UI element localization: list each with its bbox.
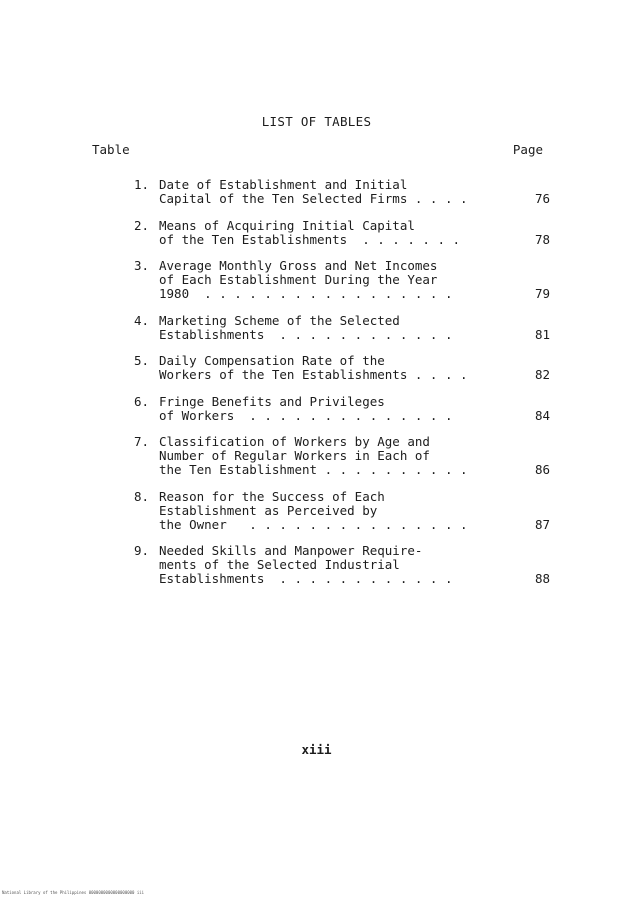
toc-entry bbox=[122, 314, 550, 342]
entry-number: 3. bbox=[134, 258, 150, 273]
entry-title-line: the Owner . . . . . . . . . . . . . . . bbox=[159, 516, 468, 532]
entry-title bbox=[159, 259, 489, 301]
entry-title-line: Establishments . . . . . . . . . . . . bbox=[159, 326, 453, 342]
toc-entry bbox=[122, 544, 550, 586]
toc-entry bbox=[122, 259, 550, 301]
entry-page-number: 88 bbox=[534, 571, 550, 586]
table-list bbox=[122, 178, 550, 599]
entry-title-line: of Each Establishment During the Year bbox=[159, 272, 438, 287]
entry-title-line: Daily Compensation Rate of the bbox=[159, 353, 385, 368]
entry-page-number: 76 bbox=[534, 191, 550, 206]
entry-title-line: Classification of Workers by Age and bbox=[159, 434, 430, 449]
entry-title-line: 1980 . . . . . . . . . . . . . . . . . bbox=[159, 286, 453, 301]
entry-title-line: Date of Establishment and Initial bbox=[159, 177, 408, 192]
entry-number: 9. bbox=[134, 543, 150, 558]
entry-title-line: Marketing Scheme of the Selected bbox=[159, 312, 400, 328]
entry-title bbox=[159, 395, 489, 423]
entry-title-line: of Workers . . . . . . . . . . . . . . bbox=[159, 407, 453, 423]
entry-number: 5. bbox=[134, 353, 150, 368]
entry-page-number: 87 bbox=[534, 516, 550, 532]
entry-number: 8. bbox=[134, 488, 150, 504]
entry-title bbox=[159, 354, 489, 382]
entry-title bbox=[159, 544, 489, 586]
entry-page-number: 79 bbox=[534, 286, 550, 301]
table-column-header: Table bbox=[92, 142, 130, 157]
page-title: LIST OF TABLES bbox=[261, 114, 372, 129]
entry-page-number: 86 bbox=[534, 462, 550, 477]
entry-number: 1. bbox=[134, 177, 150, 192]
toc-entry bbox=[122, 354, 550, 382]
scan-footer: National Library of the Philippines 0000000000000000000 iii bbox=[2, 890, 145, 895]
entry-title bbox=[159, 219, 489, 247]
entry-page-number: 78 bbox=[534, 231, 550, 247]
entry-number: 4. bbox=[134, 312, 150, 328]
toc-entry bbox=[122, 395, 550, 423]
entry-title-line: Capital of the Ten Selected Firms . . . . bbox=[159, 191, 468, 206]
entry-title-line: Needed Skills and Manpower Require- bbox=[159, 543, 423, 558]
entry-number: 2. bbox=[134, 217, 150, 233]
entry-title-line: the Ten Establishment . . . . . . . . . . bbox=[159, 462, 468, 477]
toc-entry bbox=[122, 178, 550, 206]
toc-entry bbox=[122, 435, 550, 477]
entry-number: 7. bbox=[134, 434, 150, 449]
entry-title-line: Workers of the Ten Establishments . . . . bbox=[159, 367, 468, 382]
entry-title-line: Average Monthly Gross and Net Incomes bbox=[159, 258, 438, 273]
entry-page-number: 81 bbox=[534, 326, 550, 342]
entry-number: 6. bbox=[134, 393, 150, 409]
entry-page-number: 84 bbox=[534, 407, 550, 423]
page-number: xiii bbox=[301, 742, 332, 757]
entry-title bbox=[159, 490, 489, 532]
toc-entry bbox=[122, 490, 550, 532]
entry-page-number: 82 bbox=[534, 367, 550, 382]
entry-title-line: Establishments . . . . . . . . . . . . bbox=[159, 571, 453, 586]
entry-title-line: Reason for the Success of Each bbox=[159, 488, 385, 504]
page-column-header: Page bbox=[512, 142, 543, 157]
entry-title-line: of the Ten Establishments . . . . . . . bbox=[159, 231, 461, 247]
entry-title-line: Number of Regular Workers in Each of bbox=[159, 448, 430, 463]
entry-title-line: Establishment as Perceived by bbox=[159, 502, 378, 518]
entry-title bbox=[159, 178, 489, 206]
toc-entry bbox=[122, 219, 550, 247]
entry-title bbox=[159, 435, 489, 477]
entry-title-line: Means of Acquiring Initial Capital bbox=[159, 217, 415, 233]
entry-title-line: Fringe Benefits and Privileges bbox=[159, 393, 385, 409]
entry-title bbox=[159, 314, 489, 342]
entry-title-line: ments of the Selected Industrial bbox=[159, 557, 400, 572]
